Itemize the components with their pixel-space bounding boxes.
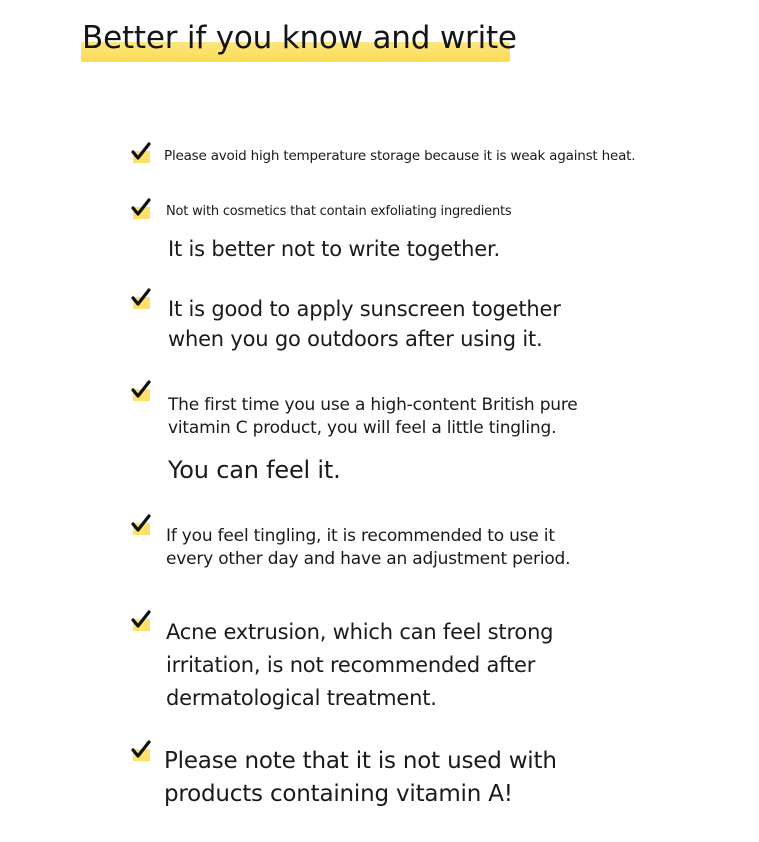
page-title: Better if you know and write <box>82 20 517 56</box>
check-mark-icon <box>130 288 152 310</box>
item-text: If you feel tingling, it is recommended to use it <box>166 526 555 546</box>
item-text: The first time you use a high-content British pure <box>168 395 578 415</box>
item-text: Not with cosmetics that contain exfoliating ingredients <box>166 204 512 219</box>
check-mark-icon <box>130 514 152 536</box>
item-text: every other day and have an adjustment period. <box>166 549 571 569</box>
item-extra-text: It is better not to write together. <box>168 237 500 261</box>
check-mark-icon <box>130 740 152 762</box>
check-mark-icon <box>130 610 152 632</box>
item-text: irritation, is not recommended after <box>166 653 536 677</box>
item-text: Please avoid high temperature storage because it is weak against heat. <box>164 148 636 164</box>
item-text: when you go outdoors after using it. <box>168 327 543 351</box>
item-text: It is good to apply sunscreen together <box>168 297 561 321</box>
title-block <box>81 20 517 64</box>
item-text: Please note that it is not used with <box>164 748 557 774</box>
check-mark-icon <box>130 380 152 402</box>
check-mark-icon <box>130 142 152 164</box>
check-mark-icon <box>130 198 152 220</box>
item-text: products containing vitamin A! <box>164 781 513 807</box>
item-extra-text: You can feel it. <box>168 456 341 484</box>
item-text: dermatological treatment. <box>166 686 437 710</box>
item-text: vitamin C product, you will feel a little tingling. <box>168 418 557 438</box>
item-text: Acne extrusion, which can feel strong <box>166 620 554 644</box>
